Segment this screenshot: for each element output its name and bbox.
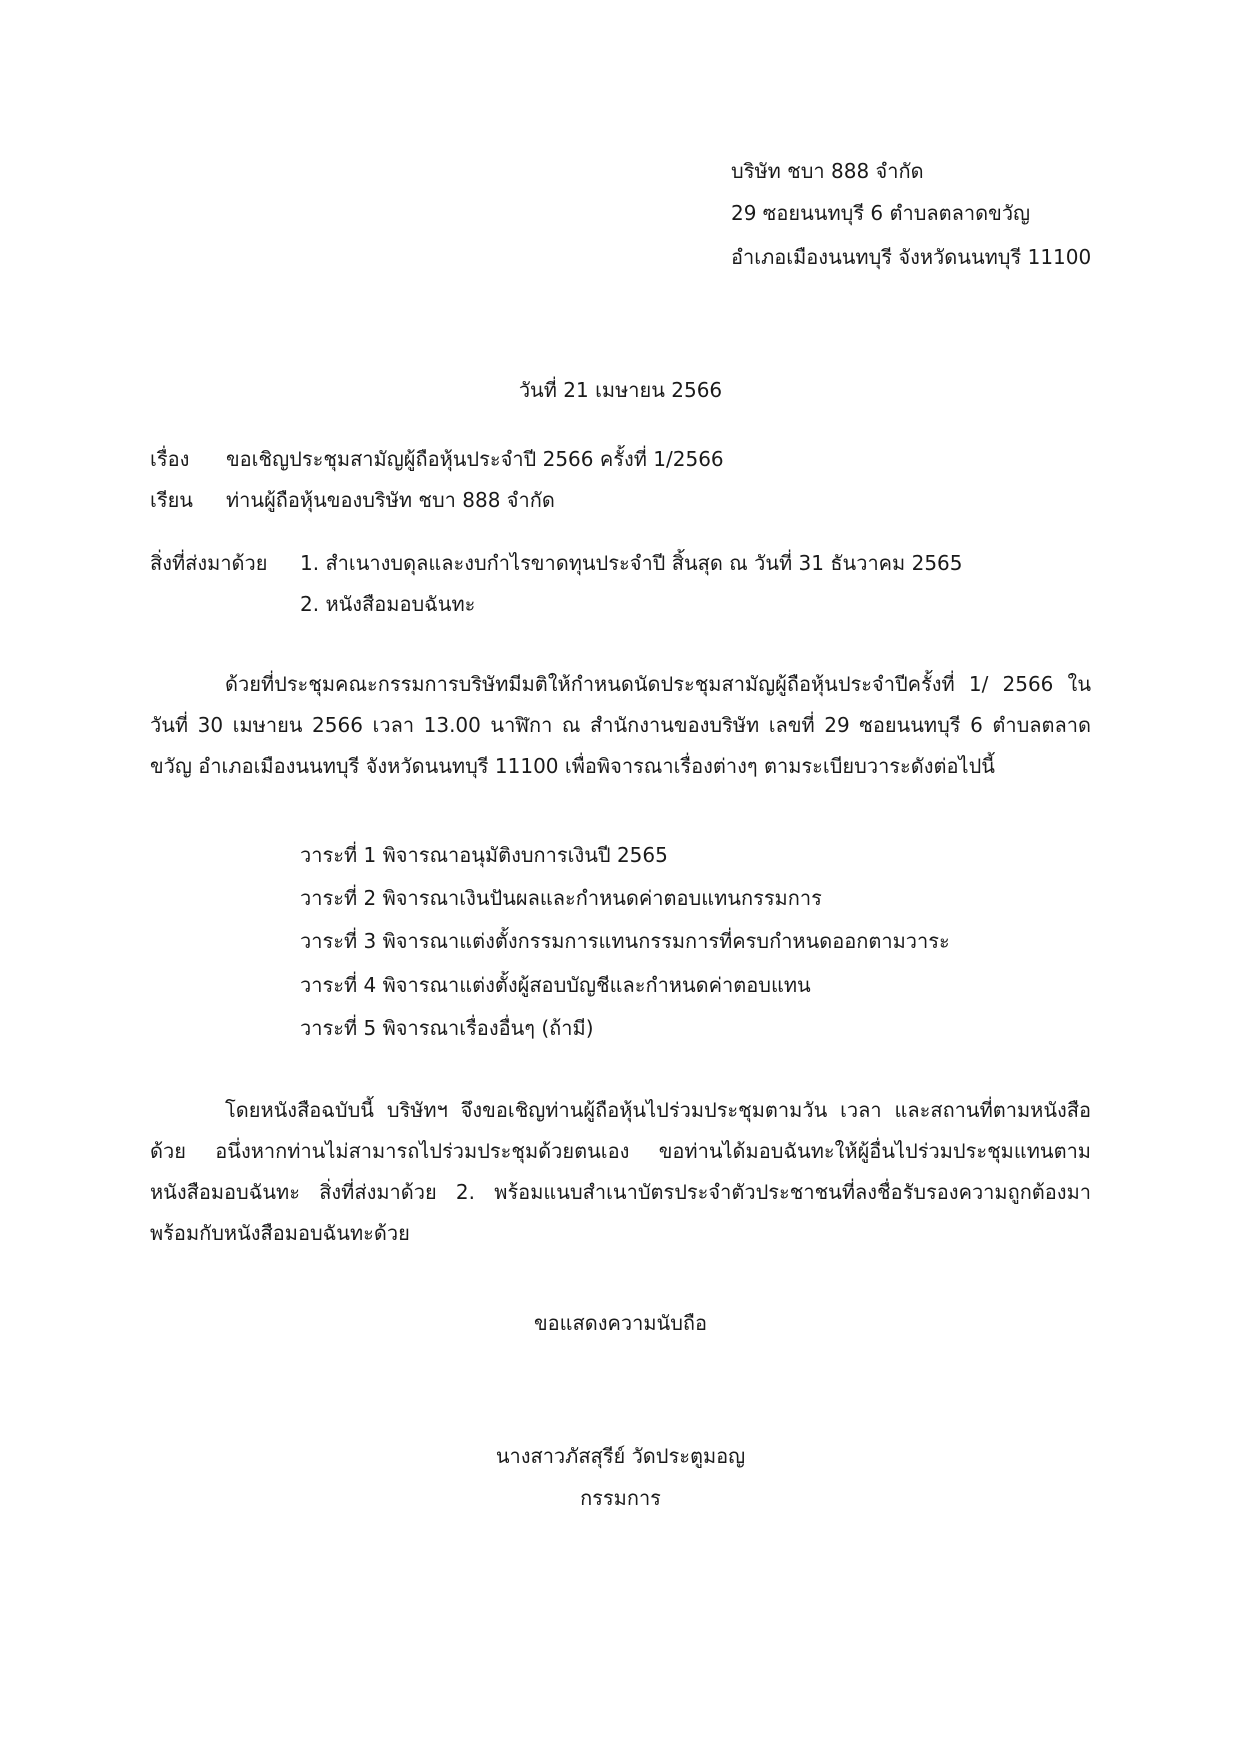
subject-text: ขอเชิญประชุมสามัญผู้ถือหุ้นประจำปี 2566 ครั้งที่ 1/2566 xyxy=(226,447,724,471)
letter-date: วันที่ 21 เมษายน 2566 xyxy=(518,378,723,402)
signatory-title: กรรมการ xyxy=(580,1486,661,1510)
body-paragraph-2 xyxy=(150,1090,1091,1254)
body-paragraph-1-text: ด้วยที่ประชุมคณะกรรมการบริษัทมีมติให้กำหนดนัดประชุมสามัญผู้ถือหุ้นประจำปีครั้งที่ 1/ 2566 ในวันที่ 30 เมษายน 2566 เวลา 13.00 นาฬิกา ณ สำนักงานของบริษัท เลขที่ 29 ซอยนนทบุรี 6 ตำบลตลาด ขวัญ อำเภอเมืองนนทบุรี จังหวัดนนทบุรี 11100 เพื่อพิจารณาเรื่องต่างๆ ตามระเบียบวาระดังต่อไปนี้ xyxy=(150,672,1091,778)
enclosures-label: สิ่งที่ส่งมาด้วย xyxy=(150,551,268,575)
sender-address-line2: อำเภอเมืองนนทบุรี จังหวัดนนทบุรี 11100 xyxy=(731,245,1092,269)
agenda-item: วาระที่ 5 พิจารณาเรื่องอื่นๆ (ถ้ามี) xyxy=(300,1016,594,1040)
body-paragraph-2-text: โดยหนังสือฉบับนี้ บริษัทฯ จึงขอเชิญท่านผู้ถือหุ้นไปร่วมประชุมตามวัน เวลา และสถานที่ตามหนังสือด้วย อนึ่งหากท่านไม่สามารถไปร่วมประชุมด้วยตนเอง ขอท่านได้มอบฉันทะให้ผู้อื่นไปร่วมประชุมแทนตามหนังสือมอบฉันทะ สิ่งที่ส่งมาด้วย 2. พร้อมแนบสำเนาบัตรประจำตัวประชาชนที่ลงชื่อรับรองความถูกต้องมาพร้อมกับหนังสือมอบฉันทะด้วย xyxy=(150,1098,1091,1245)
sender-address-line1: 29 ซอยนนทบุรี 6 ตำบลตลาดขวัญ xyxy=(731,201,1031,225)
enclosure-item: 1. สำเนางบดุลและงบกำไรขาดทุนประจำปี สิ้นสุด ณ วันที่ 31 ธันวาคม 2565 xyxy=(300,551,963,575)
recipient-label: เรียน xyxy=(150,488,193,512)
enclosure-item: 2. หนังสือมอบฉันทะ xyxy=(300,592,476,616)
agenda-item: วาระที่ 2 พิจารณาเงินปันผลและกำหนดค่าตอบแทนกรรมการ xyxy=(300,886,822,910)
agenda-item: วาระที่ 3 พิจารณาแต่งตั้งกรรมการแทนกรรมการที่ครบกำหนดออกตามวาระ xyxy=(300,929,950,953)
sender-company: บริษัท ชบา 888 จำกัด xyxy=(731,159,924,183)
body-paragraph-1 xyxy=(150,664,1091,787)
closing-salutation: ขอแสดงความนับถือ xyxy=(533,1311,708,1335)
recipient-text: ท่านผู้ถือหุ้นของบริษัท ชบา 888 จำกัด xyxy=(226,488,555,512)
agenda-item: วาระที่ 4 พิจารณาแต่งตั้งผู้สอบบัญชีและกำหนดค่าตอบแทน xyxy=(300,973,811,997)
signatory-name: นางสาวภัสสุรีย์ วัดประตูมอญ xyxy=(495,1444,746,1468)
subject-label: เรื่อง xyxy=(150,447,190,471)
agenda-item: วาระที่ 1 พิจารณาอนุมัติงบการเงินปี 2565 xyxy=(300,843,668,867)
